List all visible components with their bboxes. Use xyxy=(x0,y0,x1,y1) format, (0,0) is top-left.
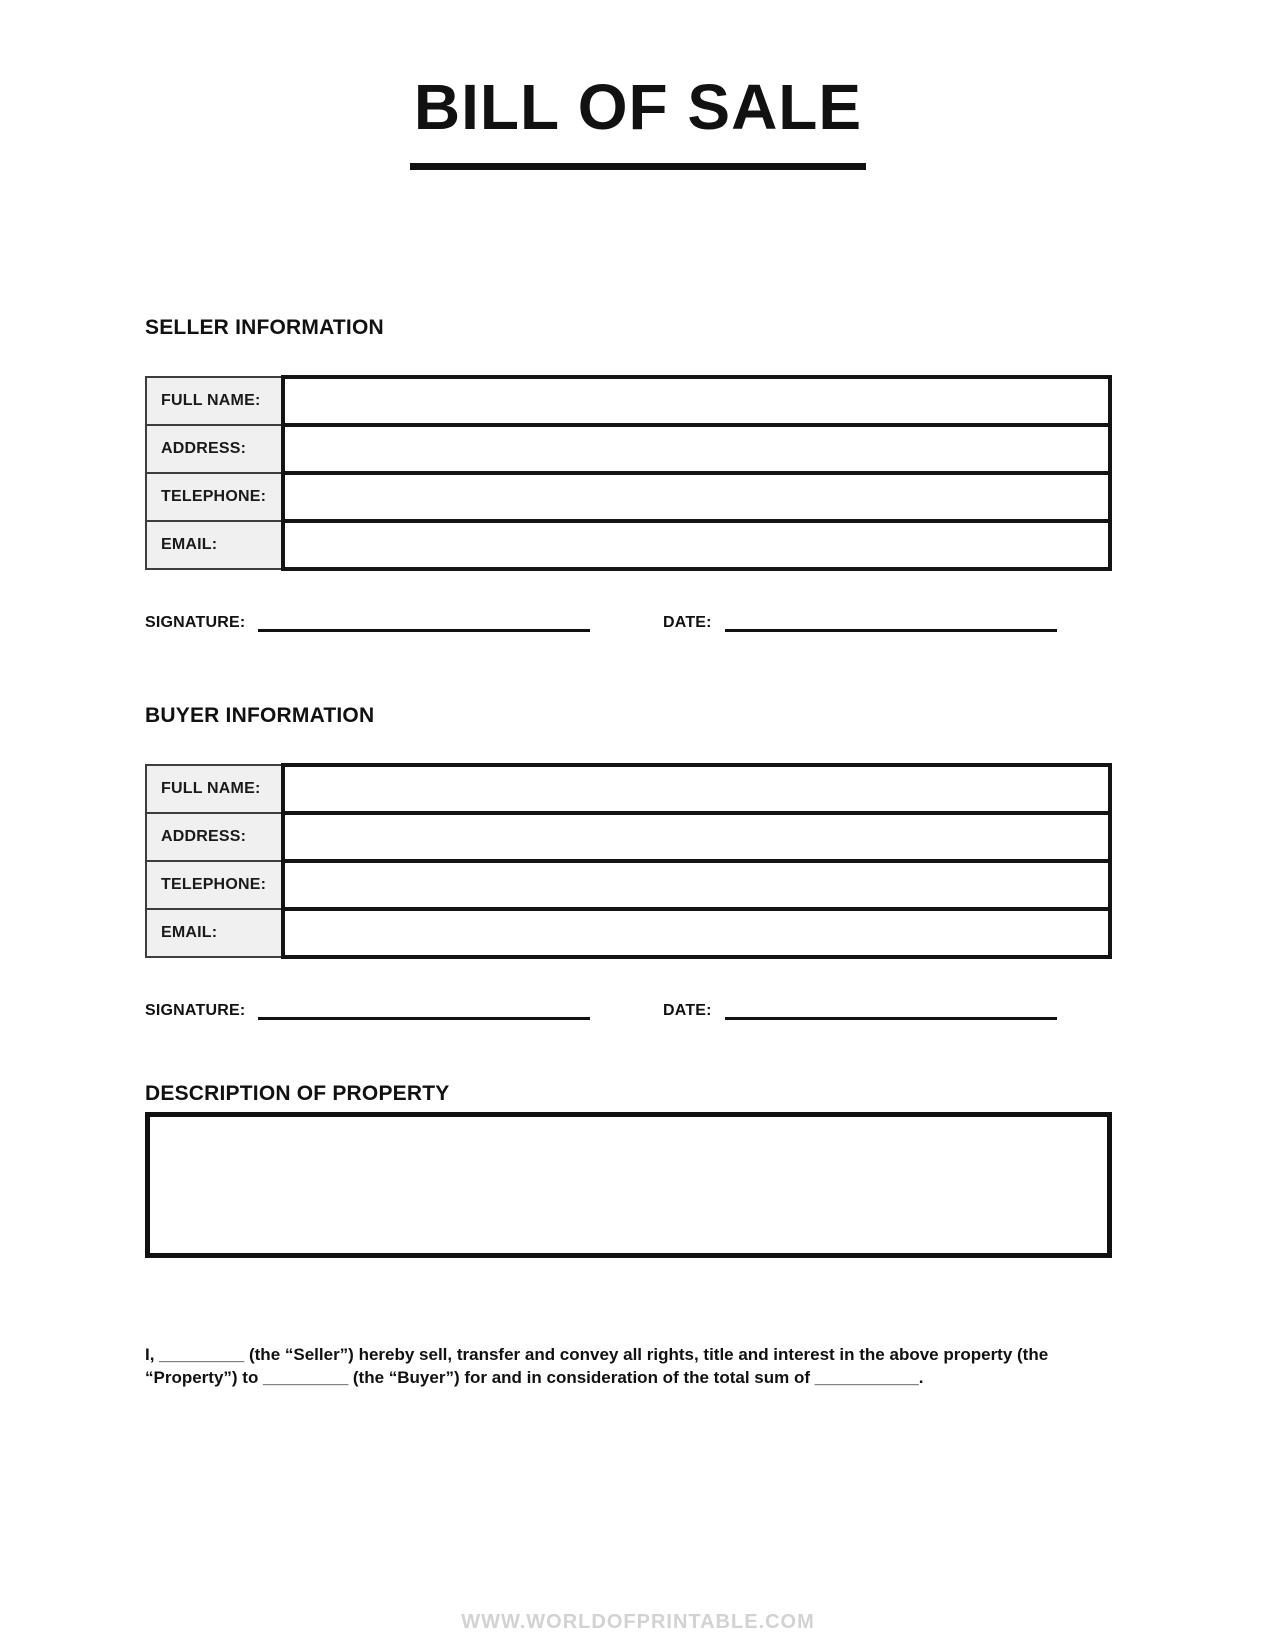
buyer-email-field[interactable] xyxy=(283,909,1110,957)
buyer-full-name-label: FULL NAME: xyxy=(146,765,283,813)
buyer-address-label: ADDRESS: xyxy=(146,813,283,861)
seller-info-table xyxy=(145,375,1112,571)
buyer-email-label: EMAIL: xyxy=(146,909,283,957)
buyer-section-heading: BUYER INFORMATION xyxy=(145,704,375,728)
seller-signature-label: SIGNATURE: xyxy=(145,614,246,632)
seller-email-field[interactable] xyxy=(283,521,1110,569)
buyer-info-table xyxy=(145,763,1112,959)
buyer-date-field xyxy=(663,997,1057,1020)
buyer-signature-line[interactable] xyxy=(258,997,590,1020)
title-underline xyxy=(410,163,866,170)
footer-watermark: WWW.WORLDOFPRINTABLE.COM xyxy=(461,1611,815,1633)
seller-telephone-field[interactable] xyxy=(283,473,1110,521)
seller-address-field[interactable] xyxy=(283,425,1110,473)
seller-full-name-field[interactable] xyxy=(283,377,1110,425)
buyer-telephone-label: TELEPHONE: xyxy=(146,861,283,909)
document-header xyxy=(0,0,1276,170)
buyer-signature-field xyxy=(145,997,590,1020)
declaration-paragraph: I, _________ (the “Seller”) hereby sell, transfer and convey all rights, title and interest in the above property (the “Property”) to _________ (the “Buyer”) for and in consideration of the total sum of ___________. xyxy=(145,1345,1049,1388)
seller-address-label: ADDRESS: xyxy=(146,425,283,473)
table-row xyxy=(146,765,1110,813)
buyer-signature-row xyxy=(145,997,1057,1020)
table-row xyxy=(146,909,1110,957)
table-row xyxy=(146,861,1110,909)
buyer-signature-label: SIGNATURE: xyxy=(145,1002,246,1020)
document-body xyxy=(0,316,1112,1390)
seller-date-field xyxy=(663,609,1057,632)
seller-date-line[interactable] xyxy=(725,609,1057,632)
buyer-telephone-field[interactable] xyxy=(283,861,1110,909)
buyer-full-name-field[interactable] xyxy=(283,765,1110,813)
buyer-address-field[interactable] xyxy=(283,813,1110,861)
property-section-heading: DESCRIPTION OF PROPERTY xyxy=(145,1082,450,1106)
buyer-date-line[interactable] xyxy=(725,997,1057,1020)
table-row xyxy=(146,521,1110,569)
seller-signature-row xyxy=(145,609,1057,632)
seller-date-label: DATE: xyxy=(663,614,712,632)
seller-telephone-label: TELEPHONE: xyxy=(146,473,283,521)
seller-signature-field xyxy=(145,609,590,632)
seller-signature-line[interactable] xyxy=(258,609,590,632)
table-row xyxy=(146,425,1110,473)
table-row xyxy=(146,377,1110,425)
seller-full-name-label: FULL NAME: xyxy=(146,377,283,425)
page-title: BILL OF SALE xyxy=(413,71,863,143)
table-row xyxy=(146,473,1110,521)
seller-email-label: EMAIL: xyxy=(146,521,283,569)
buyer-date-label: DATE: xyxy=(663,1002,712,1020)
property-description-box[interactable] xyxy=(145,1112,1112,1258)
table-row xyxy=(146,813,1110,861)
seller-section-heading: SELLER INFORMATION xyxy=(145,316,384,340)
